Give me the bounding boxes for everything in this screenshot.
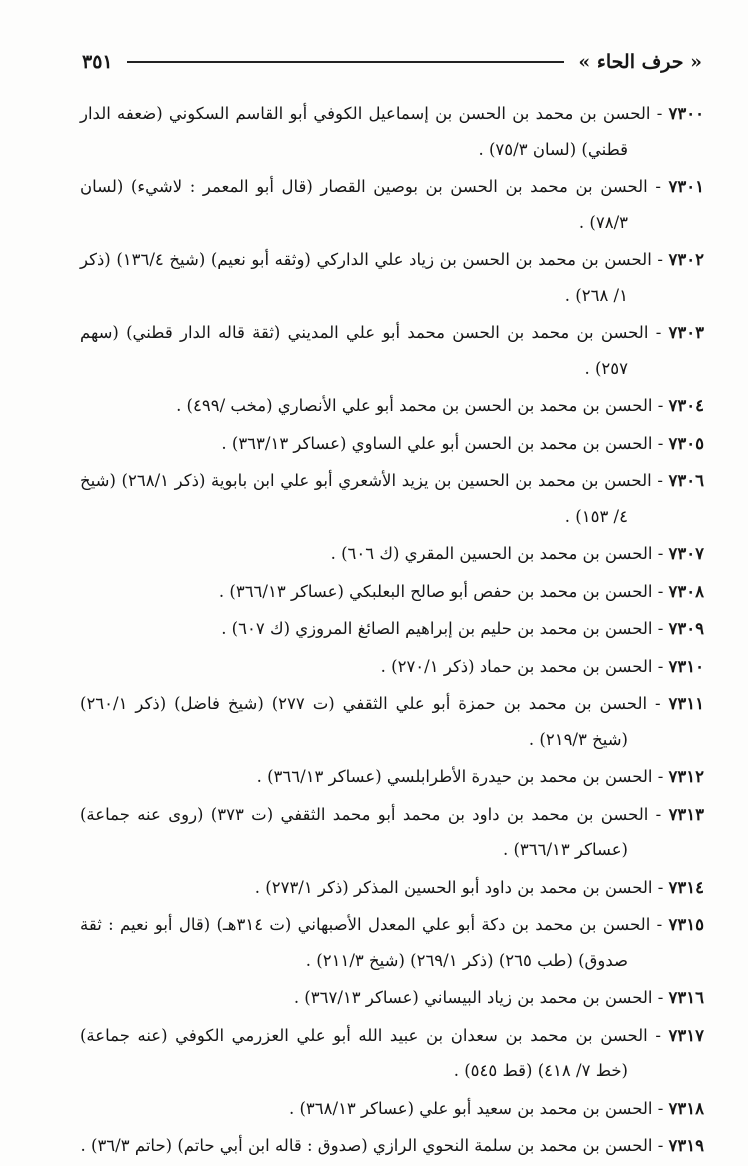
page-number: ٣٥١ [82,51,113,73]
entry: ٧٣١١ - الحسن بن محمد بن حمزة أبو علي الثقفي (ت ٢٧٧) (شيخ فاضل) (ذكر ٢٦٠/١) (شيخ ٢١٩/٣) . [80,694,704,749]
entry: ٧٣٠٧ - الحسن بن محمد بن الحسين المقري (ك ٦٠٦) . [330,544,704,563]
entry: ٧٣١٢ - الحسن بن محمد بن حيدرة الأطرابلسي (عساكر ٣٦٦/١٣) . [256,767,704,786]
entry: ٧٣١٦ - الحسن بن محمد بن زياد البيساني (عساكر ٣٦٧/١٣) . [293,988,704,1007]
entry-text: الحسن بن محمد بن الحسن محمد أبو علي المديني (ثقة قاله الدار قطني) (سهم ٢٥٧) . [80,323,649,378]
entry: ٧٣١٥ - الحسن بن محمد بن دكة أبو علي المعدل الأصبهاني (ت ٣١٤هـ) (قال أبو نعيم : ثقة صدوق) (طب ٢٦٥) (ذكر ٢٦٩/١) (شيخ ٢١١/٣) . [80,915,704,970]
entry: ٧٣٠٨ - الحسن بن محمد بن حفص أبو صالح البعلبكي (عساكر ٣٦٦/١٣) . [218,581,704,601]
entry: ٧٣٠٠ - الحسن بن محمد بن الحسن بن إسماعيل الكوفي أبو القاسم السكوني (ضعفه الدار قطني) (لسان ٧٥/٣) . [80,104,704,159]
entry-text: الحسن بن محمد بن الحسن بن زياد علي الداركي (وثقه أبو نعيم) (شيخ ١٣٦/٤) (ذكر ١/ ٢٦٨) . [80,250,652,305]
entry: ٧٣٠٤ - الحسن بن محمد بن الحسن بن محمد أبو علي الأنصاري (مخب /٤٩٩) . [176,396,704,415]
page-header [82,40,702,84]
header-rule [127,61,565,63]
entry-number: ٧٣١٦ [668,988,704,1007]
entry-text: الحسن بن محمد بن الحسن بن بوصين القصار (قال أبو المعمر : لاشيء) (لسان ٧٨/٣) . [80,177,648,232]
entry-text: الحسن بن محمد بن الحسن بن إسماعيل الكوفي أبو القاسم السكوني (ضعفه الدار قطني) (لسان ٧٥/٣) . [80,104,651,159]
entry-text: الحسن بن محمد بن الحسين المقري (ك ٦٠٦) . [330,544,653,563]
entry-number: ٧٣١٩ [668,1136,704,1155]
entry-text: الحسن بن محمد بن حماد (ذكر ٢٧٠/١) . [380,656,653,676]
entry: ٧٣١٩ - الحسن بن محمد بن سلمة النحوي الرازي (صدوق : قاله ابن أبي حاتم) (حاتم ٣٦/٣) . [80,1136,704,1155]
entry-text: الحسن بن محمد بن حمزة أبو علي الثقفي (ت ٢٧٧) (شيخ فاضل) (ذكر ٢٦٠/١) (شيخ ٢١٩/٣) . [80,694,648,749]
entry-text: الحسن بن محمد بن حفص أبو صالح البعلبكي (عساكر ٣٦٦/١٣) . [218,581,653,601]
entry-number: ٧٣١٨ [668,1098,704,1118]
entry-number: ٧٣٠٩ [668,619,704,638]
entry-number: ٧٣٠٣ [668,323,704,342]
entry: ٧٣١٨ - الحسن بن محمد بن سعيد أبو علي (عساكر ٣٦٨/١٣) . [288,1098,704,1118]
entry-text: الحسن بن محمد بن الحسن أبو علي الساوي (عساكر ٣٦٣/١٣) . [221,433,653,453]
entry: ٧٣٠٣ - الحسن بن محمد بن الحسن محمد أبو علي المديني (ثقة قاله الدار قطني) (سهم ٢٥٧) . [80,323,704,378]
entry-text: الحسن بن محمد بن سلمة النحوي الرازي (صدوق : قاله ابن أبي حاتم) (حاتم ٣٦/٣) . [80,1136,653,1155]
entry: ٧٣٠٦ - الحسن بن محمد بن الحسين بن يزيد الأشعري أبو علي ابن بابوية (ذكر ٢٦٨/١) (شيخ ٤/ ١٥٣) . [80,471,704,526]
entry-number: ٧٣٠٤ [668,396,704,415]
entry-number: ٧٣١٣ [668,804,705,824]
entry-number: ٧٣١٢ [668,767,704,786]
entry-text: الحسن بن محمد بن دكة أبو علي المعدل الأصبهاني (ت ٣١٤هـ) (قال أبو نعيم : ثقة صدوق) (طب ٢٦٥) (ذكر ٢٦٩/١) (شيخ ٢١١/٣) . [80,915,651,970]
entry-number: ٧٣٠٢ [668,250,704,269]
entry-number: ٧٣٠٦ [668,471,704,490]
entry-text: الحسن بن محمد بن داود بن محمد أبو محمد الثقفي (ت ٣٧٣) (روى عنه جماعة) (عساكر ٣٦٦/١٣) . [80,804,649,859]
entry: ٧٣١٣ - الحسن بن محمد بن داود بن محمد أبو محمد الثقفي (ت ٣٧٣) (روى عنه جماعة) (عساكر ٣٦٦/١٣) . [80,804,705,859]
entry-text: الحسن بن محمد بن زياد البيساني (عساكر ٣٦٧/١٣) . [293,988,653,1007]
entry-number: ٧٣٠٧ [668,544,704,563]
entry: ٧٣١٠ - الحسن بن محمد بن حماد (ذكر ٢٧٠/١) . [380,656,704,676]
entry-text: الحسن بن محمد بن سعدان بن عبيد الله أبو علي العزرمي الكوفي (عنه جماعة) (خط ٧/ ٤١٨) (قط ٥٤٥) . [80,1025,648,1080]
entry-number: ٧٣١١ [668,694,704,713]
entry-text: الحسن بن محمد بن داود أبو الحسين المذكر (ذكر ٢٧٣/١) . [254,877,653,897]
entry-number: ٧٣١٠ [668,656,704,676]
entry: ٧٣١٧ - الحسن بن محمد بن سعدان بن عبيد الله أبو علي العزرمي الكوفي (عنه جماعة) (خط ٧/ ٤١٨) (قط ٥٤٥) . [80,1025,704,1080]
entry: ٧٣٠٢ - الحسن بن محمد بن الحسن بن زياد علي الداركي (وثقه أبو نعيم) (شيخ ١٣٦/٤) (ذكر ١/ ٢٦٨) . [80,250,704,305]
entry: ٧٣٠١ - الحسن بن محمد بن الحسن بن بوصين القصار (قال أبو المعمر : لاشيء) (لسان ٧٨/٣) . [80,177,704,232]
entry-text: الحسن بن محمد بن الحسن بن محمد أبو علي الأنصاري (مخب /٤٩٩) . [176,396,653,415]
entry-number: ٧٣٠٨ [668,581,704,601]
entry-text: الحسن بن محمد بن حليم بن إبراهيم الصائغ المروزي (ك ٦٠٧) . [221,619,653,638]
entry: ٧٣٠٩ - الحسن بن محمد بن حليم بن إبراهيم الصائغ المروزي (ك ٦٠٧) . [221,619,704,638]
chapter-title: « حرف الحاء » [578,51,702,73]
entry-number: ٧٣٠١ [668,177,704,196]
entry-number: ٧٣٠٥ [668,433,704,453]
entry-number: ٧٣١٤ [668,877,704,897]
entry-text: الحسن بن محمد بن حيدرة الأطرابلسي (عساكر ٣٦٦/١٣) . [256,767,653,786]
entries-list [80,96,704,1166]
entry-number: ٧٣١٧ [668,1025,704,1045]
entry: ٧٣٠٥ - الحسن بن محمد بن الحسن أبو علي الساوي (عساكر ٣٦٣/١٣) . [221,433,704,453]
entry-text: الحسن بن محمد بن الحسين بن يزيد الأشعري أبو علي ابن بابوية (ذكر ٢٦٨/١) (شيخ ٤/ ١٥٣) . [80,471,652,526]
entry-number: ٧٣١٥ [668,915,704,934]
entry-text: الحسن بن محمد بن سعيد أبو علي (عساكر ٣٦٨/١٣) . [288,1098,653,1118]
entry-number: ٧٣٠٠ [668,104,704,123]
entry: ٧٣١٤ - الحسن بن محمد بن داود أبو الحسين المذكر (ذكر ٢٧٣/١) . [254,877,704,897]
